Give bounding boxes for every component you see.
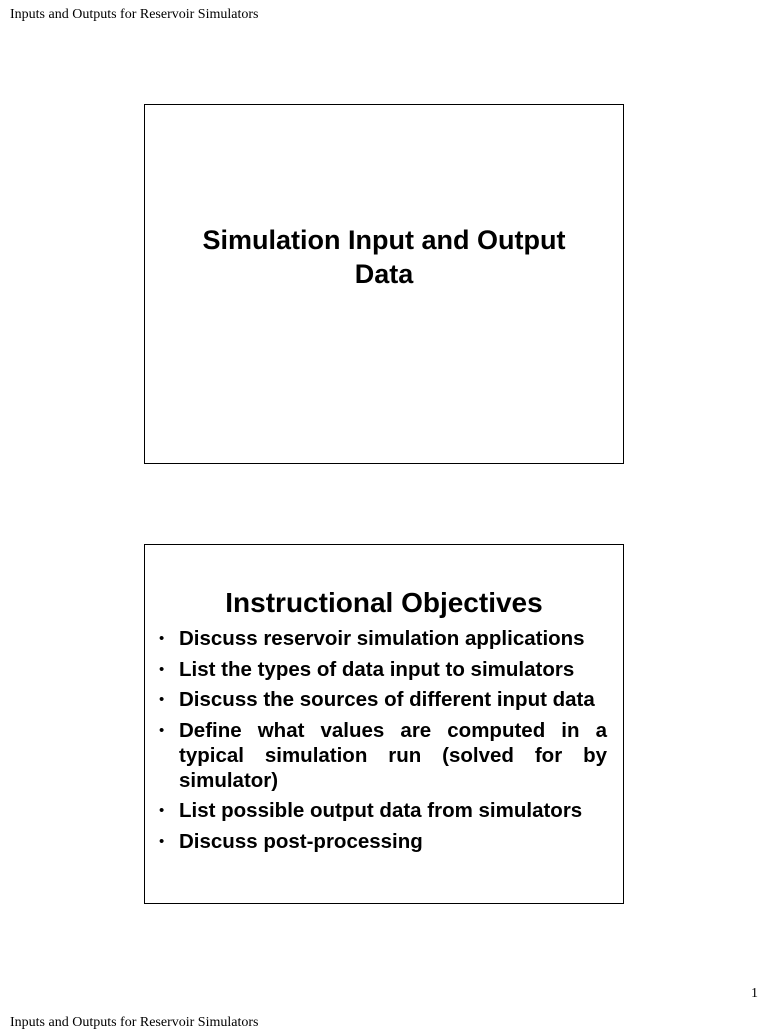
slide-objectives xyxy=(144,544,624,904)
list-item xyxy=(159,626,607,651)
running-footer: Inputs and Outputs for Reservoir Simulators xyxy=(10,1015,259,1030)
list-item-text: List the types of data input to simulators xyxy=(179,657,575,681)
list-item-text: Discuss post-processing xyxy=(179,829,423,853)
list-item-text: List possible output data from simulators xyxy=(179,799,583,822)
objectives-list xyxy=(159,626,607,859)
list-item-text: Discuss reservoir simulation applications xyxy=(179,627,585,650)
bullet-icon: • xyxy=(159,802,165,819)
bullet-icon: • xyxy=(159,660,165,678)
objectives-heading: Instructional Objectives xyxy=(225,587,543,618)
list-item xyxy=(159,657,607,682)
list-item-text: Discuss the sources of different input data xyxy=(179,688,595,711)
list-item xyxy=(159,718,607,793)
list-item xyxy=(159,829,607,854)
bullet-icon: • xyxy=(159,630,165,647)
list-item xyxy=(159,687,607,712)
bullet-icon: • xyxy=(159,691,165,708)
page-number: 1 xyxy=(751,986,758,1001)
running-header: Inputs and Outputs for Reservoir Simulators xyxy=(10,7,259,22)
slide-title-card xyxy=(144,104,624,464)
bullet-icon: • xyxy=(159,832,165,850)
slide-title: Simulation Input and Output Data xyxy=(202,225,566,289)
bullet-icon: • xyxy=(159,721,165,739)
list-item xyxy=(159,798,607,823)
list-item-text: Define what values are computed in a typical simulation run (solved for by simulator) xyxy=(179,718,607,792)
